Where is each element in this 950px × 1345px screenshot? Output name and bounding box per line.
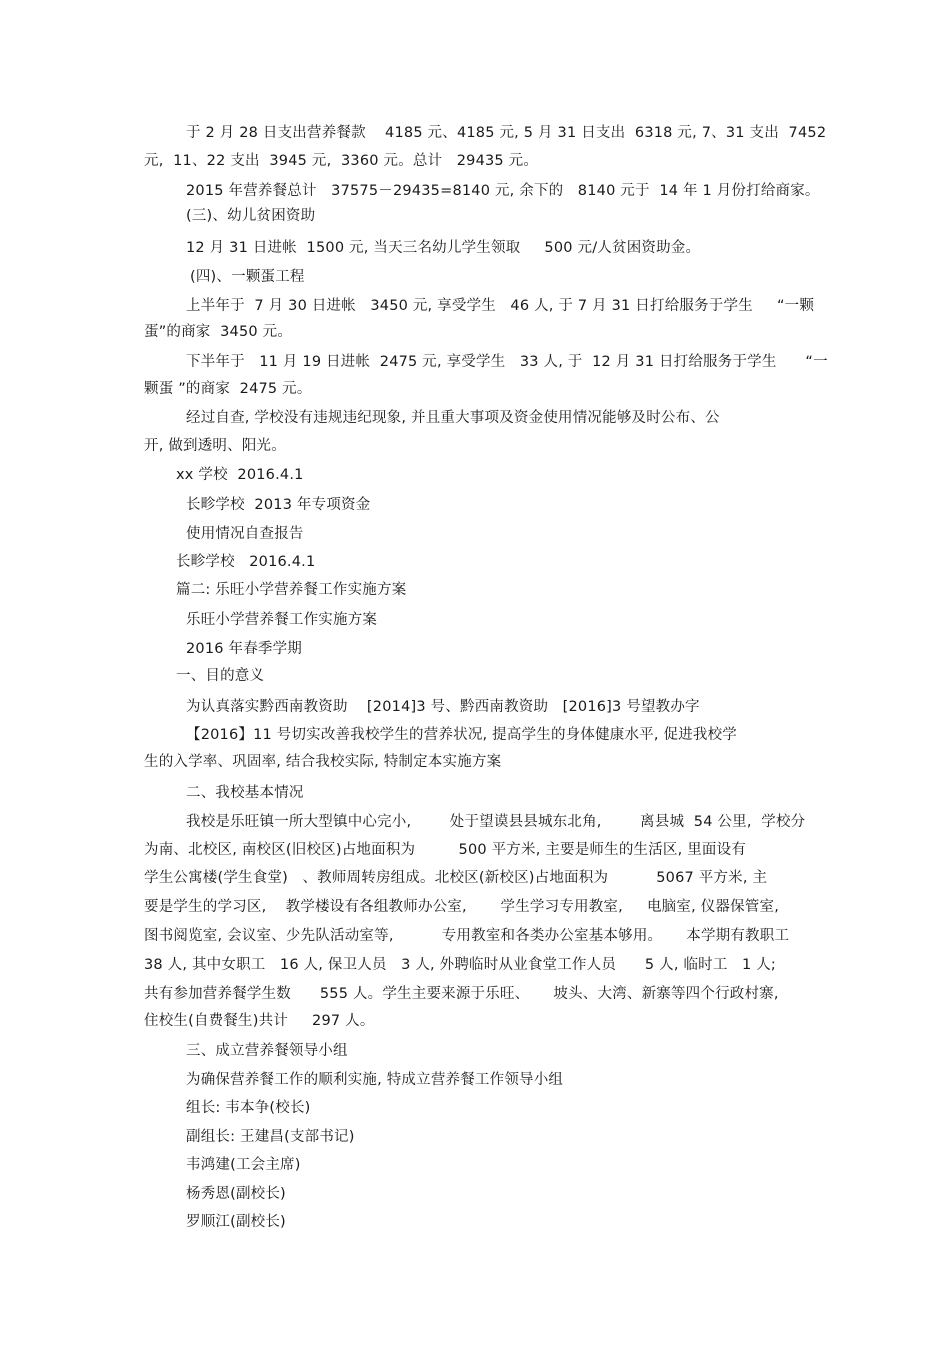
text-line: 一、目的意义 bbox=[176, 668, 265, 684]
text-line: 住校生(自费餐生)共计 297 人。 bbox=[144, 1013, 375, 1029]
text-line: xx 学校 2016.4.1 bbox=[176, 467, 304, 483]
text-line: 开, 做到透明、阳光。 bbox=[144, 438, 286, 454]
text-line: (四)、一颗蛋工程 bbox=[190, 269, 305, 285]
text-line: 使用情况自查报告 bbox=[186, 526, 304, 542]
text-line: 组长: 韦本争(校长) bbox=[186, 1100, 311, 1116]
text-line: 杨秀恩(副校长) bbox=[186, 1186, 286, 1202]
text-line: 于 2 月 28 日支出营养餐款 4185 元、4185 元, 5 月 31 日支出 6318 元, 7、31 支出 7452 bbox=[186, 125, 827, 141]
text-line: 12 月 31 日进帐 1500 元, 当天三名幼儿学生领取 500 元/人贫困资助金。 bbox=[186, 240, 701, 256]
text-line: 2015 年营养餐总计 37575－29435=8140 元, 余下的 8140 元于 14 年 1 月份打给商家。 bbox=[186, 183, 820, 199]
text-line: 三、成立营养餐领导小组 bbox=[186, 1043, 348, 1059]
text-line: 副组长: 王建昌(支部书记) bbox=[186, 1129, 355, 1145]
text-line: 上半年于 7 月 30 日进帐 3450 元, 享受学生 46 人, 于 7 月 31 日打给服务于学生 “一颗 bbox=[186, 298, 815, 314]
text-line: 学生公寓楼(学生食堂) 、教师周转房组成。北校区(新校区)占地面积为 5067 平方米, 主 bbox=[144, 870, 768, 886]
text-line: 我校是乐旺镇一所大型镇中心完小, 处于望谟县县城东北角, 离县城 54 公里, 学校分 bbox=[186, 814, 806, 830]
text-line: 篇二: 乐旺小学营养餐工作实施方案 bbox=[176, 582, 407, 598]
text-line: 经过自查, 学校没有违规违纪现象, 并且重大事项及资金使用情况能够及时公布、公 bbox=[186, 410, 720, 426]
text-line: 长畛学校 2016.4.1 bbox=[176, 554, 316, 570]
text-line: 2016 年春季学期 bbox=[186, 641, 303, 657]
text-line: 乐旺小学营养餐工作实施方案 bbox=[186, 612, 378, 628]
text-line: 为认真落实黔西南教资助 [2014]3 号、黔西南教资助 [2016]3 号望教办字 bbox=[186, 699, 700, 715]
text-line: (三)、幼儿贫困资助 bbox=[186, 208, 316, 224]
text-line: 颗蛋 ”的商家 2475 元。 bbox=[144, 381, 312, 397]
text-line: 罗顺江(副校长) bbox=[186, 1214, 286, 1230]
text-line: 【2016】11 号切实改善我校学生的营养状况, 提高学生的身体健康水平, 促进我校学 bbox=[186, 727, 737, 743]
text-line: 图书阅览室, 会议室、少先队活动室等, 专用教室和各类办公室基本够用。 本学期有教职工 bbox=[144, 928, 790, 944]
text-line: 为确保营养餐工作的顺利实施, 特成立营养餐工作领导小组 bbox=[186, 1072, 564, 1088]
text-line: 共有参加营养餐学生数 555 人。学生主要来源于乐旺、 坡头、大湾、新寨等四个行政村寨, bbox=[144, 986, 779, 1002]
text-line: 38 人, 其中女职工 16 人, 保卫人员 3 人, 外聘临时从业食堂工作人员 5 人, 临时工 1 人; bbox=[144, 957, 777, 973]
text-line: 韦鸿建(工会主席) bbox=[186, 1157, 301, 1173]
text-line: 下半年于 11 月 19 日进帐 2475 元, 享受学生 33 人, 于 12 月 31 日打给服务于学生 “一 bbox=[186, 354, 828, 370]
text-line: 元, 11、22 支出 3945 元, 3360 元。总计 29435 元。 bbox=[144, 153, 539, 169]
text-line: 生的入学率、巩固率, 结合我校实际, 特制定本实施方案 bbox=[144, 754, 502, 770]
text-line: 要是学生的学习区, 教学楼设有各组教师办公室, 学生学习专用教室, 电脑室, 仪器保管室, bbox=[144, 899, 779, 915]
text-line: 为南、北校区, 南校区(旧校区)占地面积为 500 平方米, 主要是师生的生活区, 里面设有 bbox=[144, 842, 747, 858]
text-line: 长畛学校 2013 年专项资金 bbox=[186, 497, 371, 513]
text-line: 蛋”的商家 3450 元。 bbox=[144, 324, 293, 340]
text-line: 二、我校基本情况 bbox=[186, 785, 304, 801]
